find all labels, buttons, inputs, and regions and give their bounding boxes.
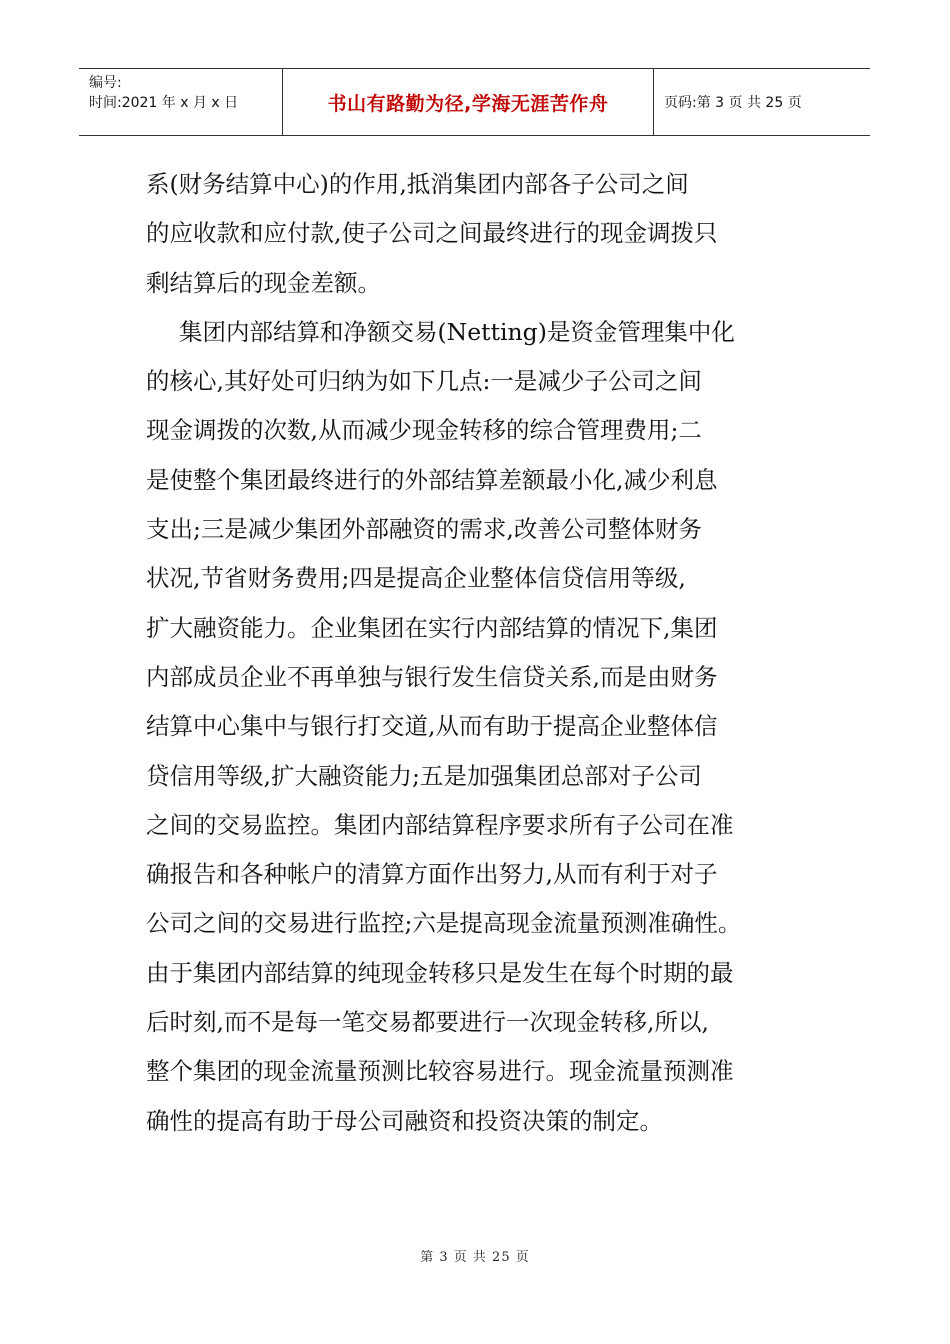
text-line: 由于集团内部结算的纯现金转移只是发生在每个时期的最 — [146, 958, 734, 987]
text-line: 状况,节省财务费用;四是提高企业整体信贷信用等级, — [146, 564, 686, 593]
header-motto: 书山有路勤为径,学海无涯苦作舟 — [327, 92, 609, 115]
header-meta-cell — [79, 69, 283, 135]
document-body — [146, 160, 806, 1146]
header-page-info: 页码:第 3 页 共 25 页 — [664, 95, 802, 111]
header-page-cell — [654, 69, 870, 135]
text-line: 支出;三是减少集团外部融资的需求,改善公司整体财务 — [146, 515, 702, 544]
page-footer — [0, 1246, 950, 1265]
text-line: 系(财务结算中心)的作用,抵消集团内部各子公司之间 — [146, 170, 689, 198]
text-line: 后时刻,而不是每一笔交易都要进行一次现金转移,所以, — [146, 1008, 709, 1037]
text-line: 剩结算后的现金差额。 — [146, 268, 381, 297]
document-number-label: 编号: — [89, 75, 122, 91]
header-motto-cell — [283, 69, 654, 135]
paragraph-1 — [146, 160, 806, 308]
paragraph-2 — [146, 308, 806, 1146]
footer-page-number: 第 3 页 共 25 页 — [420, 1250, 530, 1265]
text-line: 整个集团的现金流量预测比较容易进行。现金流量预测准 — [146, 1057, 734, 1086]
text-line: 确性的提高有助于母公司融资和投资决策的制定。 — [146, 1106, 663, 1135]
text-line: 确报告和各种帐户的清算方面作出努力,从而有利于对子 — [146, 860, 718, 889]
text-line: 内部成员企业不再单独与银行发生信贷关系,而是由财务 — [146, 662, 718, 691]
text-line: 的应收款和应付款,使子公司之间最终进行的现金调拨只 — [146, 219, 718, 248]
text-line: 之间的交易监控。集团内部结算程序要求所有子公司在准 — [146, 810, 734, 839]
text-line: 是使整个集团最终进行的外部结算差额最小化,减少利息 — [146, 465, 718, 494]
text-line: 结算中心集中与银行打交道,从而有助于提高企业整体信 — [146, 712, 718, 741]
text-line: 集团内部结算和净额交易(Netting)是资金管理集中化 — [179, 317, 735, 346]
document-date-label: 时间:2021 年 x 月 x 日 — [89, 95, 239, 111]
text-line: 的核心,其好处可归纳为如下几点:一是减少子公司之间 — [146, 367, 702, 396]
text-line: 贷信用等级,扩大融资能力;五是加强集团总部对子公司 — [146, 761, 702, 790]
text-line: 公司之间的交易进行监控;六是提高现金流量预测准确性。 — [146, 909, 742, 938]
text-line: 扩大融资能力。企业集团在实行内部结算的情况下,集团 — [146, 613, 718, 642]
page-header — [79, 68, 870, 136]
text-line: 现金调拨的次数,从而减少现金转移的综合管理费用;二 — [146, 416, 702, 445]
